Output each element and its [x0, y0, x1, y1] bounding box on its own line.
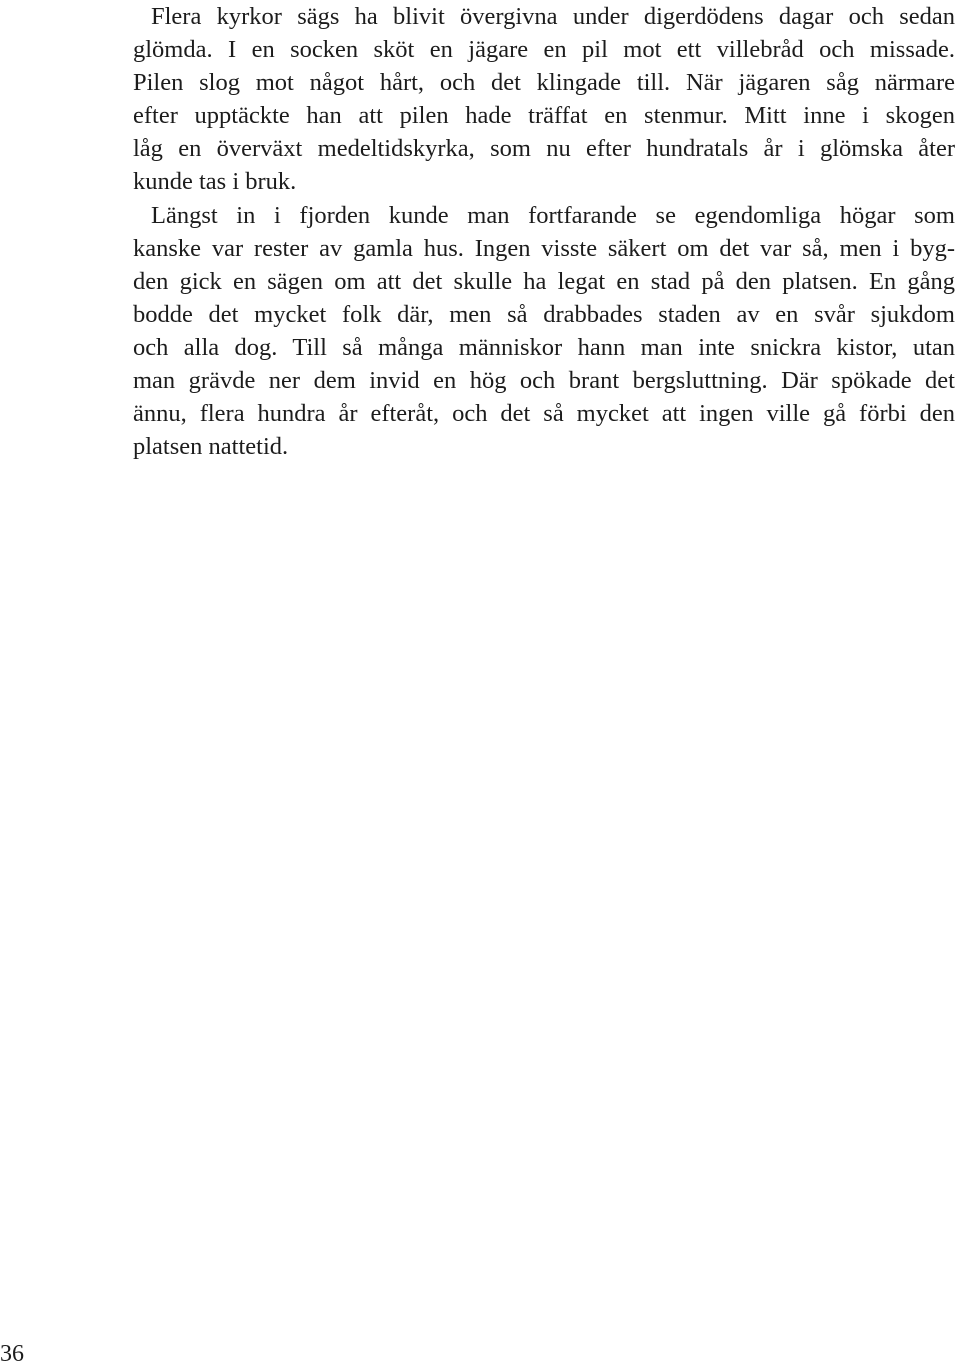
text-line: den gick en sägen om att det skulle ha legat en stad på den platsen. En gång	[133, 267, 955, 295]
text-line: Längst in i fjorden kunde man fortfarande se egendomliga högar som	[151, 201, 955, 229]
text-line: låg en överväxt medeltidskyrka, som nu efter hundratals år i glömska åter	[133, 135, 955, 163]
page-number: 36	[0, 1341, 24, 1367]
text-line: Flera kyrkor sägs ha blivit övergivna under digerdödens dagar och sedan	[151, 3, 955, 30]
text-line: glömda. I en socken sköt en jägare en pil mot ett villebråd och missade.	[133, 36, 955, 64]
paragraph-2	[133, 199, 955, 464]
body-text	[133, 0, 955, 463]
text-line: efter upptäckte han att pilen hade träffat en stenmur. Mitt inne i skogen	[133, 102, 955, 130]
text-line: platsen nattetid.	[133, 433, 289, 461]
paragraph-1	[133, 0, 955, 199]
text-line: kunde tas i bruk.	[133, 168, 297, 196]
text-line: ännu, flera hundra år efteråt, och det så mycket att ingen ville gå förbi den	[133, 400, 955, 428]
text-line: man grävde ner dem invid en hög och brant bergsluttning. Där spökade det	[133, 367, 955, 395]
text-line: kanske var rester av gamla hus. Ingen visste säkert om det var så, men i byg-	[133, 234, 955, 262]
text-line: och alla dog. Till så många människor hann man inte snickra kistor, utan	[133, 333, 955, 361]
text-line: bodde det mycket folk där, men så drabbades staden av en svår sjukdom	[133, 300, 955, 328]
text-line: Pilen slog mot något hårt, och det klingade till. När jägaren såg närmare	[133, 69, 955, 97]
